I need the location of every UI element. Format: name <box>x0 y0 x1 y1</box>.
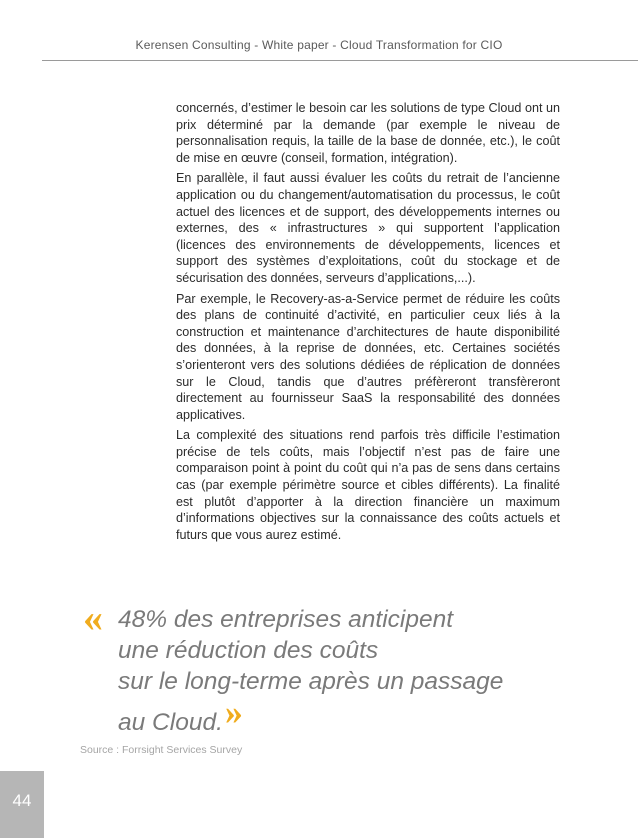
body-text <box>176 100 560 547</box>
pull-quote-line: sur le long-terme après un passage <box>118 668 504 695</box>
quote-source: Source : Forrsight Services Survey <box>80 744 243 756</box>
paragraph: Par exemple, le Recovery-as-a-Service permet de réduire les coûts des plans de continuité d’activité, en particulier ceux liés à la construction et maintenance d’architectures de haute disponibilité des données, à la reprise de données, etc. Certaines sociétés s’orienteront vers des solutions dédiées de réplication de données sur le Cloud, tandis que d’autres préfèreront transfèreront directement au fournisseur SaaS la responsabilité des données applicatives. <box>176 291 560 422</box>
close-quote-mark: » <box>224 692 243 732</box>
pull-quote-line: une réduction des coûts <box>118 637 379 664</box>
paragraph: concernés, d’estimer le besoin car les solutions de type Cloud ont un prix déterminé par la demande (par exemple le niveau de personnalisation requis, la taille de la base de donnée, etc.), le coût de mise en œuvre (conseil, formation, intégration). <box>176 101 560 165</box>
pull-quote-line: au Cloud. <box>118 709 223 736</box>
pull-quote-text <box>118 604 588 738</box>
open-quote-mark: « <box>83 595 103 640</box>
running-header: Kerensen Consulting - White paper - Cloud Transformation for CIO <box>135 38 503 52</box>
pull-quote-last-line <box>118 692 588 738</box>
paragraph: En parallèle, il faut aussi évaluer les coûts du retrait de l’ancienne application ou du changement/automatisation du processus, le coût actuel des licences et de support, des développements internes ou externes, des « infrastructures » qui supportent l’application (licences des environnements de développements, licences et support des systèmes d’exploitations, coût du stockage et de sécurisation des données, serveurs d’applications,...). <box>176 171 560 285</box>
pull-quote-line: 48% des entreprises anticipent <box>118 606 454 633</box>
page-number: 44 <box>0 771 44 838</box>
header-divider <box>42 60 638 61</box>
paragraph: La complexité des situations rend parfois très difficile l’estimation précise de tels coûts, mais l’objectif n’est pas de faire une comparaison point à point du coût qui n’a pas de sens dans certains cas (par exemple périmètre source et cibles différents). La finalité est plutôt d’apporter à la direction financière un maximum d’informations objectives sur la connaissance des coûts actuels et futurs que vous aurez estimé. <box>176 428 560 542</box>
